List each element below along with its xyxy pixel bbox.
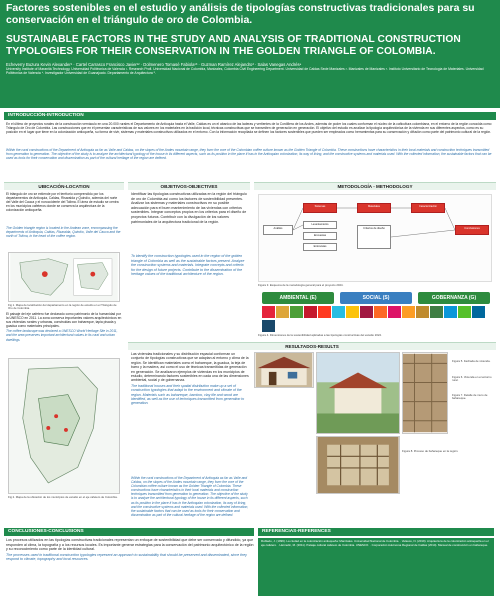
location-paragraph-en: The Golden triangle region is located in the Andean zone, encompassing the departments of Antioquia, Caldas, Risaralda, Quindío, Valle del Cauca and the north of Tolima, in the heart of the coffee region. (6, 226, 121, 239)
location-paragraph2-en: The coffee landscape was declared a UNESCO World Heritage Site in 2011, and the area preserves important architectural values in its rural and urban dwellings. (6, 329, 118, 342)
conclusions-text (6, 538, 254, 596)
affiliations: University Institute of Maranitá Technology, Universidad Politécnica de Valencia ¹. Research Profl. Universidad Nacional de Colombia, Manizales, Colombia Civil Engineering Department. Universidad de Caldas Sede Manizales ². Manizales de Manizales ³. Instituto Universitario de Tecnología de Materiales. Universidad Politécnica de Valencia ⁴. Investigador Universidad de Guanajuato. Departamento de Arquitectura ⁵. (6, 67, 484, 76)
flow-box-7: Encuestas (303, 232, 337, 240)
caption-photo-8: Figura 8. Proceso de bahareque en la región. (402, 449, 459, 453)
caption-methodology-1: Figura 3. Esquema de la metodología general para el proyecto 2024. (258, 283, 344, 287)
references-list: Robledo, J. (1996). La ciudad en la colonización antioqueña: Manizales. Universidad Nacional de Colombia. · Velasco, N. (2019). Arquitectura de la colonización antioqueña en el eje cafetero. · Hermelin, M. (2011). Paisaje cultural cafetero de Colombia. UNESCO. · Corporación Autónoma Regional de Caldas (2014). Manual de construcción en bahareque. (261, 539, 489, 547)
photo-rural-landscape (316, 352, 400, 434)
flow-box-6: Levantamiento (303, 221, 337, 229)
pillar-social: SOCIAL (S) (340, 292, 412, 304)
objectives-paragraph-en: To identify the construction typologies used in the region of the golden triangle of Colombia as well as the sustainable factors present. Analyze the construction systems and materials. Integrate concepts and criteria for the design of future projects. Contribute to the dissemination of the heritage values of the traditional architecture of the region. (131, 254, 245, 277)
flow-connectors (259, 195, 493, 283)
results-paragraph-es: Las viviendas tradicionales y su distribución espacial conforman un conjunto de tipologías constructivas que se adaptan al entorno y clima de la región. Se identifican materiales como el bahareque, la guadua, la teja de barro y la madera, así como el uso de técnicas transmitidas de generación en generación. Se analizaron ejemplos de viviendas en los municipios de estudio, determinando factores sostenibles en cada una de las dimensiones ambiental, social y de gobernanza. (131, 352, 249, 383)
flow-box-8: Entrevistas (303, 243, 337, 251)
location-paragraph-es: El triángulo de oro se extiende por el territorio comprendido por los departamentos de Antioquia, Caldas, Risaralda y Quindío, además del norte del Valle del Cauca y el noroccidente del Tolima. El área de estudio se centra en los municipios cafeteros donde se conserva la arquitectura de la colonización antioqueña. (6, 192, 119, 213)
flow-box-3: Caracterización (411, 203, 445, 213)
objectives-text (131, 192, 247, 252)
sdg-16-icon (472, 306, 485, 318)
results-extra-paragraph: Within the rural constructions of the Department of Antioquia as far as Valle and Caldas, on the slopes of the Andes mountain range, they form the core of the Colombian coffee culture known as the Golden Triangle of Colombia. These constructions have characteristics in their local materials and construction techniques transmitted from generation to generation. The objective of the study is to analyze the architectural typology of the house in its different aspects, such as its position in the place it has in the Antioquian colonization, its way of living, and the constructive systems and materials used. With the collected information, the sustainable factors that can be used as tools for their conservation and dissemination as part of the cultural heritage of the region are defined. (131, 476, 249, 517)
location-text (6, 192, 122, 226)
pillar-governance: GOBERNANZA (G) (418, 292, 490, 304)
section-conclusions-header: CONCLUSIONES-CONCLUSIONS (4, 528, 254, 536)
section-methodology-header: METODOLOGÍA - METHODOLOGY (254, 182, 496, 190)
section-results-header: RESULTADOS-RESULTS (128, 342, 496, 350)
sdg-3-icon (290, 306, 303, 318)
photo-wall-detail (402, 352, 448, 434)
title-english: SUSTAINABLE FACTORS IN THE STUDY AND ANALYSIS OF TRADITIONAL CONSTRUCTION TYPOLOGIES FOR THEIR CONSERVATION IN THE GOLDEN TRIANGLE OF COLOMBIA. (6, 34, 461, 57)
flow-box-5: Conclusiones (455, 225, 489, 235)
sdg-icons-grid (262, 306, 492, 332)
map-colombia-locator (8, 252, 120, 302)
intro-text (6, 122, 494, 146)
caption-map-2: Fig 2. Mapa de la ubicación de los municipios de estudio en el eje cafetero de Colombia. (8, 495, 118, 499)
sdg-14-icon (444, 306, 457, 318)
authors: Echeverry Buzura Kevin Alexander¹ · Cartel Carrasco Francisco Javier¹² · Dolmenero Tomasé Fabiola¹³ · Guzman Ramírez Alejandro³ · Salas Vanegas Andrés⁴ (6, 62, 302, 67)
sdg-1-icon (262, 306, 275, 318)
pillar-environmental: AMBIENTAL (E) (262, 292, 334, 304)
sdg-7-icon (346, 306, 359, 318)
sdg-11-icon (402, 306, 415, 318)
sdg-6-icon (332, 306, 345, 318)
intro-text-english (6, 148, 494, 174)
caption-methodology-2: Figura 4. Dimensiones de la sostenibilidad aplicadas a las tipologías constructivas del estudio 2024. (258, 333, 382, 337)
conclusions-paragraph-es: Los procesos utilizados en las tipologías constructivas tradicionales representan un enfoque de sostenibilidad que debe ser conservado y difundido, ya que responden al clima, la topografía y a los recursos locales. Es importante generar estrategias para la conservación del patrimonio arquitectónico de la región y su reconocimiento como parte de la identidad cultural. (6, 538, 254, 552)
title-spanish: Factores sostenibles en el estudio y análisis de tipologías constructivas tradicionales para su conservación en el triángulo de oro de Colombia. (6, 2, 475, 26)
flow-box-0: Análisis (263, 225, 293, 235)
poster-header (0, 0, 500, 108)
sdg-5-icon (318, 306, 331, 318)
sdg-8-icon (360, 306, 373, 318)
sdg-12-icon (416, 306, 429, 318)
intro-paragraph-en: Within the rural constructions of the Department of Antioquia as far as Valle and Caldas, on the slopes of the Andes mountain range, they form the core of the Colombian coffee culture known as the Golden Triangle of Colombia. These constructions have characteristics in their local materials and construction techniques transmitted from generation to generation. The objective of the study is to analyze the architectural typology of the house in its different aspects, such as its position in the place it has in the Antioquian colonization, its way of living, and the constructive systems and materials used. With the collected information, the sustainable factors that can be used as tools for their conservation and dissemination as part of the cultural heritage of the region are defined. (6, 148, 492, 161)
sdg-15-icon (458, 306, 471, 318)
results-text (131, 352, 249, 472)
caption-photo-7: Figura 7. Detalle de muro de bahareque. (452, 393, 488, 401)
caption-photo-6: Figura 6. Vivienda en el entorno rural. (452, 375, 492, 383)
results-paragraph-en: The traditional houses and their spatial distribution make up a set of construction typologies that adapt to the environment and climate of the region. Materials such as bahareque, bamboo, clay tile and wood are identified, as well as the use of techniques transmitted from generation to generation. (131, 383, 245, 406)
caption-map-1: Fig 1. Mapa de localización del departamento en la región de estudio en el Triángulo de Oro de Colombia. (8, 303, 117, 311)
sdg-13-icon (430, 306, 443, 318)
photo-bahareque-process (316, 436, 400, 494)
references-box (258, 538, 494, 596)
flow-box-2: Materiales (357, 203, 391, 213)
location-paragraph2-es: El paisaje del eje cafetero fue declarado como patrimonio de la humanidad por la UNESCO en 2011. La zona conserva importantes valores arquitectónicos en sus viviendas rurales y urbanas, construidas con bahareque, tapia pisada y guadua como materiales principales. (6, 312, 122, 329)
caption-photo-5: Figura 5. Fachada de vivienda. (452, 359, 491, 363)
location-text-2 (6, 312, 122, 356)
section-objectives-header: OBJETIVOS-OBJECTIVES (128, 182, 250, 190)
intro-paragraph-es: En el último de proyectos rurales de la construcción vernáculo en una 20.000 rurales el Departamento de Antioquia hasta el Valle, Caldas es un el abanico de las laderas y vertientes de la Cordillera de los Andes, además de poder los cuales conforman el núcleo de la caficultura colombiana, en el entorno de la región conocida como Triángulo de Oro de Colombia. Las construcciones que en él presentan características de sus valores en los materiales en la tradición local, técnicas constructivas que se transmiten de generación en generación. El objetivo del estudio es analizar la tipología arquitectónica de la vivienda en sus diferentes aspectos, como es su posición en el lugar que tiene en la colonización antioqueña, su forma de vivir, sistemas y materiales constructivos utilizados en el entorno. Con la información recopilada se definen los factores sostenibles que pueden ser empleados como herramientas para su conservación y difusión como parte del patrimonio cultural de la región. (6, 122, 492, 135)
map-study-municipalities (8, 358, 120, 494)
flow-box-1: Sistemas (303, 203, 337, 213)
flow-box-4: Criterios de diseño (357, 225, 391, 249)
objectives-text-english (131, 254, 247, 308)
conclusions-paragraph-en: The processes used in traditional construction typologies represent an approach to sustainability that should be preserved and disseminated, since they respond to climate, topography and local resources. (6, 552, 247, 562)
sdg-10-icon (388, 306, 401, 318)
methodology-flowchart (258, 194, 492, 282)
photo-house-1 (254, 352, 314, 388)
results-text-english-extra (131, 476, 249, 532)
sdg-2-icon (276, 306, 289, 318)
objectives-paragraph-es: Identificar las tipologías constructivas utilizadas en la región del triángulo de oro de Colombia así como los factores de sostenibilidad presentes. Analizar los sistemas y materiales constructivos en su posible adecuación para el buen mantenimiento de las viviendas con criterios sostenibles. Integrar conceptos propios en los criterios para el diseño de proyectos futuros. Contribuir con la divulgación de los valores patrimoniales de la arquitectura tradicional de la región. (131, 192, 247, 224)
location-text-english (6, 226, 122, 250)
section-location-header: UBICACIÓN-LOCATION (4, 182, 124, 190)
sdg-9-icon (374, 306, 387, 318)
section-references-header: REFERENCIAS-REFERENCES (258, 528, 494, 536)
sdg-4-icon (304, 306, 317, 318)
section-intro-header: INTRODUCCIÓN-INTRODUCTION (4, 112, 496, 120)
sdg-17-icon (262, 320, 275, 332)
